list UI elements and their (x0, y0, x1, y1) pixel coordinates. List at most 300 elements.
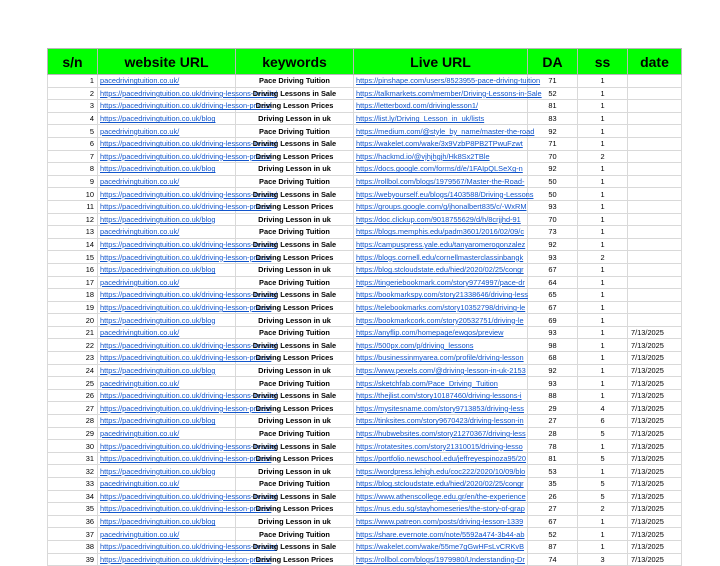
cell-live-url[interactable]: https://groups.google.com/g/jhonalbert835/c/-WxRM (354, 200, 528, 213)
cell-sn[interactable]: 15 (48, 251, 98, 264)
cell-da[interactable]: 81 (528, 452, 578, 465)
cell-website-url[interactable]: pacedrivingtuition.co.uk/ (98, 276, 236, 289)
header-ss[interactable]: ss (578, 49, 628, 75)
cell-website-url[interactable]: https://pacedrivingtuition.co.uk/driving-lessons-in-sale/ (98, 137, 236, 150)
cell-ss[interactable]: 1 (578, 263, 628, 276)
cell-ss[interactable]: 1 (578, 137, 628, 150)
cell-keyword[interactable]: Driving Lessons in Sale (236, 238, 354, 251)
cell-sn[interactable]: 11 (48, 200, 98, 213)
cell-ss[interactable]: 1 (578, 339, 628, 352)
cell-ss[interactable]: 5 (578, 452, 628, 465)
table-row (48, 213, 682, 226)
cell-website-url[interactable]: https://pacedrivingtuition.co.uk/driving-lesson-prices/ (98, 503, 236, 516)
table-row (48, 490, 682, 503)
cell-keyword[interactable]: Pace Driving Tuition (236, 175, 354, 188)
cell-da[interactable]: 70 (528, 213, 578, 226)
cell-website-url[interactable]: pacedrivingtuition.co.uk/ (98, 326, 236, 339)
cell-ss[interactable]: 1 (578, 75, 628, 88)
cell-date[interactable] (628, 188, 682, 201)
cell-live-url[interactable]: https://talkmarkets.com/member/Driving-Lessons-in-Sale (354, 87, 528, 100)
cell-keyword[interactable]: Driving Lesson in uk (236, 415, 354, 428)
cell-website-url[interactable]: https://pacedrivingtuition.co.uk/driving-lessons-in-sale/ (98, 289, 236, 302)
cell-sn[interactable]: 30 (48, 440, 98, 453)
cell-sn[interactable]: 23 (48, 352, 98, 365)
cell-sn[interactable]: 19 (48, 301, 98, 314)
cell-keyword[interactable]: Driving Lesson Prices (236, 301, 354, 314)
cell-date[interactable]: 7/13/2025 (628, 528, 682, 541)
cell-date[interactable] (628, 289, 682, 302)
cell-ss[interactable]: 1 (578, 314, 628, 327)
cell-da[interactable]: 68 (528, 352, 578, 365)
cell-sn[interactable]: 25 (48, 377, 98, 390)
cell-keyword[interactable]: Driving Lessons in Sale (236, 540, 354, 553)
cell-sn[interactable]: 38 (48, 540, 98, 553)
cell-keyword[interactable]: Driving Lessons in Sale (236, 389, 354, 402)
cell-website-url[interactable]: https://pacedrivingtuition.co.uk/blog (98, 415, 236, 428)
cell-ss[interactable]: 5 (578, 478, 628, 491)
cell-sn[interactable]: 39 (48, 553, 98, 566)
cell-live-url[interactable]: https://hackmd.io/@vjhjhgjh/Hk8Sx2TBle (354, 150, 528, 163)
cell-da[interactable]: 92 (528, 163, 578, 176)
table-row (48, 364, 682, 377)
cell-live-url[interactable]: https://blogs.memphis.edu/padm3601/2016/02/09/c (354, 226, 528, 239)
cell-da[interactable]: 67 (528, 301, 578, 314)
cell-website-url[interactable]: https://pacedrivingtuition.co.uk/driving-lessons-in-sale/ (98, 188, 236, 201)
cell-da[interactable]: 52 (528, 528, 578, 541)
cell-website-url[interactable]: pacedrivingtuition.co.uk/ (98, 226, 236, 239)
cell-date[interactable]: 7/13/2025 (628, 389, 682, 402)
cell-date[interactable] (628, 112, 682, 125)
cell-website-url[interactable]: https://pacedrivingtuition.co.uk/driving-lessons-in-sale/ (98, 238, 236, 251)
cell-date[interactable]: 7/13/2025 (628, 415, 682, 428)
table-row (48, 301, 682, 314)
cell-date[interactable]: 7/13/2025 (628, 402, 682, 415)
cell-sn[interactable]: 2 (48, 87, 98, 100)
cell-keyword[interactable]: Driving Lesson Prices (236, 503, 354, 516)
cell-date[interactable] (628, 238, 682, 251)
cell-website-url[interactable]: pacedrivingtuition.co.uk/ (98, 175, 236, 188)
cell-da[interactable]: 92 (528, 238, 578, 251)
cell-ss[interactable]: 1 (578, 326, 628, 339)
header-date[interactable]: date (628, 49, 682, 75)
cell-da[interactable]: 53 (528, 465, 578, 478)
cell-ss[interactable]: 2 (578, 251, 628, 264)
cell-ss[interactable]: 1 (578, 112, 628, 125)
cell-keyword[interactable]: Driving Lesson in uk (236, 515, 354, 528)
cell-live-url[interactable]: https://rollbol.com/blogs/1979567/Master-the-Road- (354, 175, 528, 188)
cell-ss[interactable]: 1 (578, 226, 628, 239)
cell-live-url[interactable]: https://businessinmyarea.com/profile/driving-lesson (354, 352, 528, 365)
cell-ss[interactable]: 1 (578, 276, 628, 289)
cell-sn[interactable]: 36 (48, 515, 98, 528)
cell-ss[interactable]: 1 (578, 125, 628, 138)
cell-sn[interactable]: 27 (48, 402, 98, 415)
cell-da[interactable]: 28 (528, 427, 578, 440)
cell-sn[interactable]: 8 (48, 163, 98, 176)
cell-keyword[interactable]: Driving Lesson Prices (236, 352, 354, 365)
cell-date[interactable]: 7/13/2025 (628, 503, 682, 516)
cell-date[interactable]: 7/13/2025 (628, 452, 682, 465)
cell-website-url[interactable]: pacedrivingtuition.co.uk/ (98, 125, 236, 138)
cell-da[interactable]: 73 (528, 226, 578, 239)
cell-website-url[interactable]: pacedrivingtuition.co.uk/ (98, 427, 236, 440)
cell-ss[interactable]: 5 (578, 427, 628, 440)
cell-live-url[interactable]: https://www.pexels.com/@driving-lesson-in-uk-2153 (354, 364, 528, 377)
cell-date[interactable] (628, 100, 682, 113)
cell-live-url[interactable]: https://rollbol.com/blogs/1979980/Understanding-Dr (354, 553, 528, 566)
cell-live-url[interactable]: https://hubwebsites.com/story21270367/driving-less (354, 427, 528, 440)
cell-keyword[interactable]: Driving Lesson Prices (236, 251, 354, 264)
table-row (48, 515, 682, 528)
cell-keyword[interactable]: Driving Lessons in Sale (236, 188, 354, 201)
cell-ss[interactable]: 1 (578, 289, 628, 302)
cell-ss[interactable]: 5 (578, 490, 628, 503)
cell-live-url[interactable]: https://500px.com/p/driving_lessons (354, 339, 528, 352)
cell-sn[interactable]: 16 (48, 263, 98, 276)
cell-website-url[interactable]: https://pacedrivingtuition.co.uk/driving-lesson-prices/ (98, 100, 236, 113)
cell-live-url[interactable]: https://wordpress.lehigh.edu/coc222/2020/10/09/blo (354, 465, 528, 478)
header-live-url[interactable]: Live URL (354, 49, 528, 75)
cell-live-url[interactable]: https://doc.clickup.com/9018755629/d/h/8crjjhd-91 (354, 213, 528, 226)
cell-da[interactable]: 26 (528, 490, 578, 503)
cell-website-url[interactable]: https://pacedrivingtuition.co.uk/driving-lesson-prices/ (98, 150, 236, 163)
cell-live-url[interactable]: https://docs.google.com/forms/d/e/1FAIpQLSeXg-n (354, 163, 528, 176)
cell-sn[interactable]: 4 (48, 112, 98, 125)
cell-keyword[interactable]: Pace Driving Tuition (236, 478, 354, 491)
cell-live-url[interactable]: https://mysitesname.com/story9713853/driving-less (354, 402, 528, 415)
cell-website-url[interactable]: https://pacedrivingtuition.co.uk/blog (98, 465, 236, 478)
cell-website-url[interactable]: https://pacedrivingtuition.co.uk/blog (98, 112, 236, 125)
cell-date[interactable]: 7/13/2025 (628, 364, 682, 377)
cell-date[interactable] (628, 251, 682, 264)
cell-live-url[interactable]: https://blog.stcloudstate.edu/hied/2020/02/25/congr (354, 263, 528, 276)
cell-ss[interactable]: 3 (578, 553, 628, 566)
cell-da[interactable]: 67 (528, 263, 578, 276)
cell-ss[interactable]: 1 (578, 515, 628, 528)
cell-ss[interactable]: 1 (578, 301, 628, 314)
cell-ss[interactable]: 6 (578, 415, 628, 428)
cell-da[interactable]: 52 (528, 87, 578, 100)
cell-ss[interactable]: 1 (578, 238, 628, 251)
cell-date[interactable] (628, 175, 682, 188)
cell-website-url[interactable]: https://pacedrivingtuition.co.uk/driving-lesson-prices/ (98, 452, 236, 465)
cell-website-url[interactable]: https://pacedrivingtuition.co.uk/driving-lesson-prices/ (98, 251, 236, 264)
cell-website-url[interactable]: https://pacedrivingtuition.co.uk/driving-lessons-in-sale/ (98, 339, 236, 352)
cell-da[interactable]: 87 (528, 540, 578, 553)
cell-da[interactable]: 71 (528, 75, 578, 88)
cell-keyword[interactable]: Pace Driving Tuition (236, 226, 354, 239)
cell-keyword[interactable]: Driving Lesson in uk (236, 314, 354, 327)
cell-date[interactable]: 7/13/2025 (628, 440, 682, 453)
cell-sn[interactable]: 17 (48, 276, 98, 289)
cell-da[interactable]: 67 (528, 515, 578, 528)
cell-da[interactable]: 27 (528, 503, 578, 516)
cell-website-url[interactable]: https://pacedrivingtuition.co.uk/blog (98, 364, 236, 377)
cell-sn[interactable]: 6 (48, 137, 98, 150)
cell-keyword[interactable]: Driving Lessons in Sale (236, 137, 354, 150)
cell-website-url[interactable]: https://pacedrivingtuition.co.uk/driving-lesson-prices/ (98, 301, 236, 314)
cell-sn[interactable]: 18 (48, 289, 98, 302)
cell-live-url[interactable]: https://portfolio.newschool.edu/jeffreyespinoza95/20 (354, 452, 528, 465)
cell-date[interactable] (628, 276, 682, 289)
table-row (48, 389, 682, 402)
table-row (48, 326, 682, 339)
cell-keyword[interactable]: Driving Lessons in Sale (236, 87, 354, 100)
cell-keyword[interactable]: Pace Driving Tuition (236, 377, 354, 390)
cell-keyword[interactable]: Driving Lessons in Sale (236, 339, 354, 352)
table-row (48, 553, 682, 566)
cell-date[interactable] (628, 75, 682, 88)
cell-live-url[interactable]: https://blogs.cornell.edu/cornellmasterclassinbangk (354, 251, 528, 264)
cell-live-url[interactable]: https://nus.edu.sg/stayhomeseries/the-story-of-grap (354, 503, 528, 516)
cell-keyword[interactable]: Pace Driving Tuition (236, 75, 354, 88)
table-row (48, 276, 682, 289)
cell-keyword[interactable]: Driving Lesson Prices (236, 150, 354, 163)
cell-ss[interactable]: 1 (578, 213, 628, 226)
cell-da[interactable]: 65 (528, 289, 578, 302)
cell-da[interactable]: 71 (528, 137, 578, 150)
cell-da[interactable]: 74 (528, 553, 578, 566)
cell-sn[interactable]: 1 (48, 75, 98, 88)
cell-live-url[interactable]: https://bookmarkspy.com/story21338646/driving-less (354, 289, 528, 302)
cell-website-url[interactable]: https://pacedrivingtuition.co.uk/driving-lessons-in-sale/ (98, 540, 236, 553)
cell-keyword[interactable]: Driving Lesson in uk (236, 263, 354, 276)
cell-keyword[interactable]: Driving Lesson in uk (236, 163, 354, 176)
cell-keyword[interactable]: Driving Lesson Prices (236, 553, 354, 566)
cell-keyword[interactable]: Pace Driving Tuition (236, 125, 354, 138)
cell-website-url[interactable]: https://pacedrivingtuition.co.uk/blog (98, 163, 236, 176)
cell-ss[interactable]: 1 (578, 364, 628, 377)
cell-sn[interactable]: 35 (48, 503, 98, 516)
cell-ss[interactable]: 1 (578, 175, 628, 188)
cell-sn[interactable]: 7 (48, 150, 98, 163)
cell-da[interactable]: 29 (528, 402, 578, 415)
cell-website-url[interactable]: pacedrivingtuition.co.uk/ (98, 377, 236, 390)
cell-da[interactable]: 93 (528, 326, 578, 339)
cell-website-url[interactable]: https://pacedrivingtuition.co.uk/driving-lessons-in-sale/ (98, 87, 236, 100)
cell-date[interactable] (628, 87, 682, 100)
cell-date[interactable]: 7/13/2025 (628, 427, 682, 440)
cell-ss[interactable]: 1 (578, 540, 628, 553)
cell-da[interactable]: 93 (528, 377, 578, 390)
cell-website-url[interactable]: https://pacedrivingtuition.co.uk/driving-lesson-prices/ (98, 352, 236, 365)
table-row (48, 452, 682, 465)
cell-live-url[interactable]: https://telebookmarks.com/story10352798/driving-le (354, 301, 528, 314)
cell-keyword[interactable]: Pace Driving Tuition (236, 528, 354, 541)
cell-sn[interactable]: 13 (48, 226, 98, 239)
cell-sn[interactable]: 24 (48, 364, 98, 377)
cell-da[interactable]: 27 (528, 415, 578, 428)
cell-sn[interactable]: 34 (48, 490, 98, 503)
cell-sn[interactable]: 14 (48, 238, 98, 251)
cell-ss[interactable]: 1 (578, 100, 628, 113)
cell-ss[interactable]: 1 (578, 389, 628, 402)
cell-sn[interactable]: 31 (48, 452, 98, 465)
cell-live-url[interactable]: https://letterboxd.com/drivinglesson1/ (354, 100, 528, 113)
cell-da[interactable]: 98 (528, 339, 578, 352)
cell-da[interactable]: 92 (528, 364, 578, 377)
cell-keyword[interactable]: Driving Lessons in Sale (236, 490, 354, 503)
cell-sn[interactable]: 5 (48, 125, 98, 138)
cell-keyword[interactable]: Driving Lesson Prices (236, 200, 354, 213)
cell-live-url[interactable]: https://wakelet.com/wake/55me7gGwHFsLvCRKvB (354, 540, 528, 553)
cell-da[interactable]: 92 (528, 125, 578, 138)
cell-date[interactable] (628, 226, 682, 239)
cell-da[interactable]: 93 (528, 200, 578, 213)
cell-ss[interactable]: 1 (578, 163, 628, 176)
spreadsheet (47, 48, 682, 566)
cell-da[interactable]: 64 (528, 276, 578, 289)
cell-live-url[interactable]: https://www.athenscollege.edu.gr/en/the-experience (354, 490, 528, 503)
cell-da[interactable]: 81 (528, 100, 578, 113)
cell-sn[interactable]: 28 (48, 415, 98, 428)
cell-ss[interactable]: 2 (578, 150, 628, 163)
header-row (48, 49, 682, 75)
cell-website-url[interactable]: https://pacedrivingtuition.co.uk/driving-lesson-prices/ (98, 200, 236, 213)
cell-date[interactable] (628, 200, 682, 213)
cell-live-url[interactable]: https://medium.com/@style_by_name/master-the-road (354, 125, 528, 138)
cell-date[interactable]: 7/13/2025 (628, 352, 682, 365)
table-row (48, 175, 682, 188)
cell-keyword[interactable]: Driving Lessons in Sale (236, 289, 354, 302)
header-da[interactable]: DA (528, 49, 578, 75)
cell-da[interactable]: 78 (528, 440, 578, 453)
cell-live-url[interactable]: https://pinshape.com/users/8523955-pace-driving-tuition (354, 75, 528, 88)
cell-live-url[interactable]: https://campuspress.yale.edu/tanyaromerogonzalez (354, 238, 528, 251)
table-row (48, 163, 682, 176)
cell-website-url[interactable]: https://pacedrivingtuition.co.uk/blog (98, 515, 236, 528)
cell-sn[interactable]: 12 (48, 213, 98, 226)
cell-keyword[interactable]: Driving Lesson Prices (236, 402, 354, 415)
cell-website-url[interactable]: https://pacedrivingtuition.co.uk/driving-lessons-in-sale/ (98, 440, 236, 453)
cell-sn[interactable]: 3 (48, 100, 98, 113)
cell-ss[interactable]: 1 (578, 200, 628, 213)
cell-date[interactable]: 7/13/2025 (628, 465, 682, 478)
cell-ss[interactable]: 1 (578, 87, 628, 100)
cell-keyword[interactable]: Driving Lesson in uk (236, 213, 354, 226)
cell-website-url[interactable]: https://pacedrivingtuition.co.uk/blog (98, 314, 236, 327)
cell-da[interactable]: 50 (528, 175, 578, 188)
cell-ss[interactable]: 1 (578, 377, 628, 390)
cell-sn[interactable]: 22 (48, 339, 98, 352)
cell-date[interactable] (628, 125, 682, 138)
cell-website-url[interactable]: https://pacedrivingtuition.co.uk/blog (98, 213, 236, 226)
cell-keyword[interactable]: Driving Lessons in Sale (236, 440, 354, 453)
cell-website-url[interactable]: https://pacedrivingtuition.co.uk/driving-lessons-in-sale/ (98, 389, 236, 402)
cell-date[interactable]: 7/13/2025 (628, 490, 682, 503)
cell-live-url[interactable]: https://wakelet.com/wake/3x9VzbP8PB2TPwuFzwt (354, 137, 528, 150)
cell-keyword[interactable]: Driving Lesson in uk (236, 364, 354, 377)
cell-sn[interactable]: 37 (48, 528, 98, 541)
cell-website-url[interactable]: https://pacedrivingtuition.co.uk/blog (98, 263, 236, 276)
cell-live-url[interactable]: https://list.ly/Driving_Lesson_in_uk/lists (354, 112, 528, 125)
cell-keyword[interactable]: Driving Lesson in uk (236, 465, 354, 478)
cell-live-url[interactable]: https://tingeriebookmark.com/story9774997/pace-dr (354, 276, 528, 289)
header-sn[interactable]: s/n (48, 49, 98, 75)
cell-keyword[interactable]: Driving Lesson Prices (236, 452, 354, 465)
cell-date[interactable] (628, 150, 682, 163)
cell-ss[interactable]: 1 (578, 352, 628, 365)
cell-date[interactable] (628, 301, 682, 314)
cell-sn[interactable]: 21 (48, 326, 98, 339)
cell-live-url[interactable]: https://blog.stcloudstate.edu/hied/2020/02/25/congr (354, 478, 528, 491)
cell-ss[interactable]: 1 (578, 188, 628, 201)
cell-keyword[interactable]: Driving Lesson Prices (236, 100, 354, 113)
cell-live-url[interactable]: https://thejlist.com/story10187460/driving-lessons-i (354, 389, 528, 402)
cell-website-url[interactable]: https://pacedrivingtuition.co.uk/driving-lesson-prices/ (98, 402, 236, 415)
table-row (48, 100, 682, 113)
cell-keyword[interactable]: Pace Driving Tuition (236, 326, 354, 339)
header-website-url[interactable]: website URL (98, 49, 236, 75)
cell-live-url[interactable]: https://www.patreon.com/posts/driving-lesson-1339 (354, 515, 528, 528)
cell-website-url[interactable]: https://pacedrivingtuition.co.uk/driving-lessons-in-sale/ (98, 490, 236, 503)
cell-date[interactable]: 7/13/2025 (628, 553, 682, 566)
cell-date[interactable] (628, 263, 682, 276)
cell-website-url[interactable]: https://pacedrivingtuition.co.uk/driving-lesson-prices/ (98, 553, 236, 566)
cell-live-url[interactable]: https://bookmarkcork.com/story20532751/driving-le (354, 314, 528, 327)
table-row (48, 528, 682, 541)
cell-date[interactable]: 7/13/2025 (628, 478, 682, 491)
table-row (48, 377, 682, 390)
cell-ss[interactable]: 1 (578, 440, 628, 453)
cell-date[interactable] (628, 213, 682, 226)
cell-da[interactable]: 70 (528, 150, 578, 163)
cell-ss[interactable]: 1 (578, 465, 628, 478)
cell-ss[interactable]: 2 (578, 503, 628, 516)
cell-date[interactable]: 7/13/2025 (628, 326, 682, 339)
cell-website-url[interactable]: pacedrivingtuition.co.uk/ (98, 528, 236, 541)
cell-sn[interactable]: 33 (48, 478, 98, 491)
cell-live-url[interactable]: https://rotatesites.com/story21310015/driving-lesso (354, 440, 528, 453)
cell-date[interactable] (628, 163, 682, 176)
cell-da[interactable]: 93 (528, 251, 578, 264)
cell-keyword[interactable]: Pace Driving Tuition (236, 276, 354, 289)
cell-website-url[interactable]: pacedrivingtuition.co.uk/ (98, 75, 236, 88)
cell-date[interactable] (628, 314, 682, 327)
table-row (48, 339, 682, 352)
cell-date[interactable]: 7/13/2025 (628, 377, 682, 390)
cell-ss[interactable]: 1 (578, 528, 628, 541)
cell-sn[interactable]: 9 (48, 175, 98, 188)
cell-keyword[interactable]: Pace Driving Tuition (236, 427, 354, 440)
cell-live-url[interactable]: https://anyflip.com/homepage/ewqos/preview (354, 326, 528, 339)
cell-da[interactable]: 50 (528, 188, 578, 201)
cell-live-url[interactable]: https://webyourself.eu/blogs/1403588/Driving-Lessons (354, 188, 528, 201)
cell-da[interactable]: 69 (528, 314, 578, 327)
cell-sn[interactable]: 29 (48, 427, 98, 440)
cell-ss[interactable]: 4 (578, 402, 628, 415)
cell-sn[interactable]: 26 (48, 389, 98, 402)
cell-website-url[interactable]: pacedrivingtuition.co.uk/ (98, 478, 236, 491)
cell-date[interactable] (628, 137, 682, 150)
cell-date[interactable]: 7/13/2025 (628, 540, 682, 553)
cell-live-url[interactable]: https://sketchfab.com/Pace_Driving_Tuition (354, 377, 528, 390)
table-row (48, 251, 682, 264)
cell-sn[interactable]: 10 (48, 188, 98, 201)
cell-sn[interactable]: 20 (48, 314, 98, 327)
table-row (48, 150, 682, 163)
cell-live-url[interactable]: https://share.evernote.com/note/5592a474-3b44-ab (354, 528, 528, 541)
cell-da[interactable]: 83 (528, 112, 578, 125)
cell-date[interactable]: 7/13/2025 (628, 339, 682, 352)
cell-keyword[interactable]: Driving Lesson in uk (236, 112, 354, 125)
cell-live-url[interactable]: https://tinksites.com/story9670423/driving-lesson-in (354, 415, 528, 428)
cell-sn[interactable]: 32 (48, 465, 98, 478)
cell-date[interactable]: 7/13/2025 (628, 515, 682, 528)
header-keywords[interactable]: keywords (236, 49, 354, 75)
cell-da[interactable]: 35 (528, 478, 578, 491)
cell-da[interactable]: 88 (528, 389, 578, 402)
